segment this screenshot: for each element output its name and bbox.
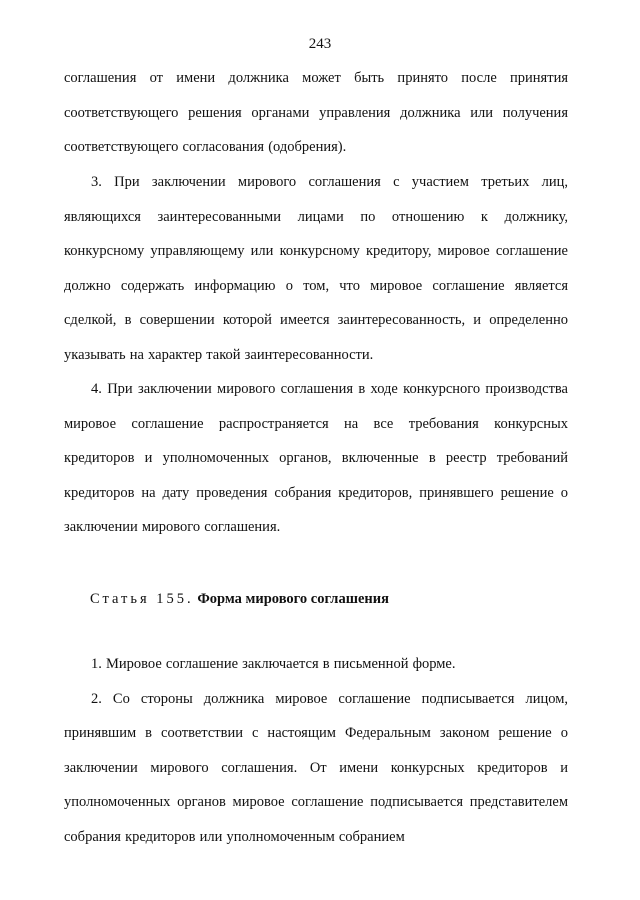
- paragraph-text: соглашения от имени должника может быть принято после принятия соответствующего решения органами управления должника или получения соответствующего согласования (одобрения).: [64, 70, 568, 155]
- article-label: Статья 155.: [90, 591, 194, 607]
- paragraph-3: [64, 165, 568, 372]
- paragraph-text: 4. При заключении мирового соглашения в ходе конкурсного производства мировое соглашение распространяется на все требования конкурсных кредиторов и уполномоченных органов, включенные в реестр требований кредиторов на дату проведения собрания кредиторов, принявшего решение о заключении мирового соглашения.: [64, 381, 568, 535]
- article-body: [64, 647, 568, 854]
- article-paragraph-2: 2. Со стороны должника мировое соглашение подписывается лицом, принявшим в соответствии с настоящим Федеральным законом решение о заключении мирового соглашения. От имени конкурсных кредиторов и уполномоченных органов мировое соглашение подписывается представителем собрания кредиторов или уполномоченным собранием: [64, 690, 568, 845]
- page-number: 243: [308, 36, 332, 52]
- article-paragraph-1: 1. Мировое соглашение заключается в письменной форме.: [91, 656, 456, 672]
- paragraph-4: [64, 372, 568, 545]
- paragraph-text: 3. При заключении мирового соглашения с участием третьих лиц, являющихся заинтересованными лицами по отношению к должнику, конкурсному управляющему или конкурсному кредитору, мировое соглашение должно содержать информацию о том, что мировое соглашение является сделкой, в совершении которой имеется заинтересованность, и определенно указывать на характер такой заинтересованности.: [64, 174, 568, 363]
- article-title: Форма мирового соглашения: [197, 591, 389, 607]
- article-heading: [90, 587, 389, 611]
- paragraph-continuation: [64, 61, 568, 165]
